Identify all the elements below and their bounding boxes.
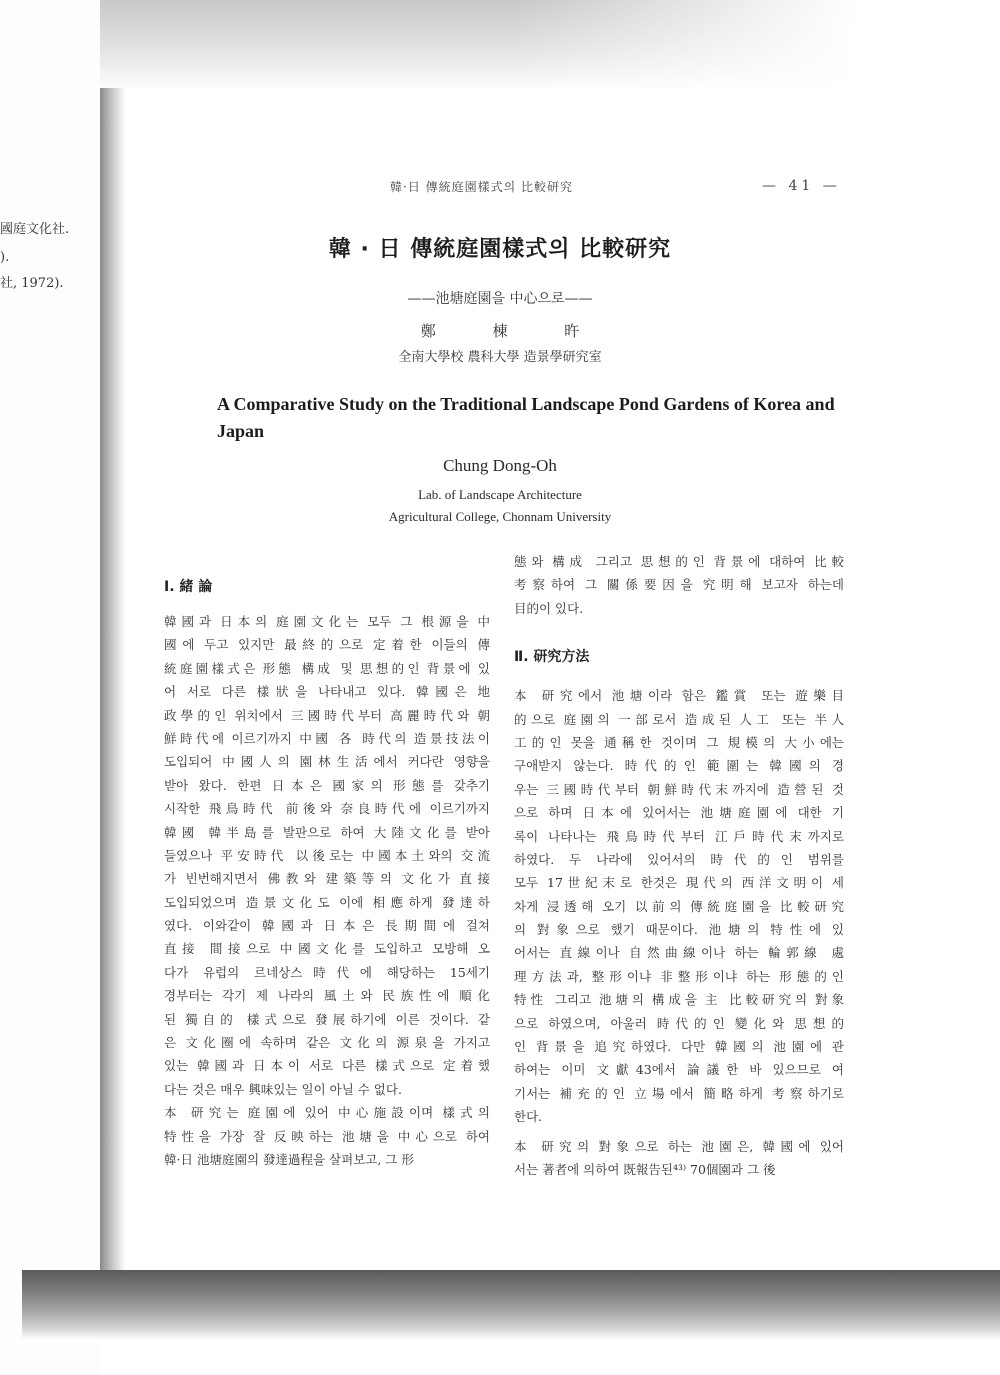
text-line: 目的이 있다. bbox=[514, 600, 584, 616]
text-line: 차게 浸透해 오기 以前의 傳統庭園을 比較研究 bbox=[514, 898, 844, 914]
text-line: 도입되어 中國人의 園林生活에서 커다란 영향을 bbox=[164, 754, 490, 770]
text-line: 였다. 이와같이 韓國과 日本은 長期間에 걸쳐 bbox=[164, 918, 490, 934]
text-line: 어 서로 다른 樣狀을 나타내고 있다. 韓國은 地 bbox=[164, 684, 490, 700]
paper-subtitle-korean: ——池塘庭園을 中心으로—— bbox=[407, 291, 593, 307]
left-column bbox=[164, 574, 490, 1171]
text-line: 國에 두고 있지만 最終的으로 定着한 이들의 傳 bbox=[164, 637, 490, 653]
author-english: Chung Dong-Oh bbox=[443, 456, 557, 475]
text-line: 은 文化圈에 속하며 같은 文化의 源泉을 가지고 bbox=[164, 1035, 490, 1051]
book-gutter-shadow bbox=[100, 88, 126, 1293]
text-line: 韓國 韓半島를 발판으로 하여 大陸文化를 받아 bbox=[164, 824, 490, 840]
affiliation-english bbox=[0, 484, 1000, 528]
text-line: 어서는 直線이나 自然曲線이나 하는 輪郭線 處 bbox=[514, 945, 844, 961]
text-line: 구애받지 않는다. 時代的인 範圍는 韓國의 경 bbox=[514, 758, 844, 774]
text-line: 直接 間接으로 中國文化를 도입하고 모방해 오 bbox=[164, 941, 490, 957]
text-line: 統庭園樣式은 形態 構成 및 思想的인 背景에 있 bbox=[164, 660, 490, 676]
text-line: 韓·日 池塘庭園의 發達過程을 살펴보고, 그 形 bbox=[164, 1151, 414, 1167]
text-line: 한다. bbox=[514, 1109, 543, 1125]
text-line: 된 獨自的 樣式으로 發展하기에 이른 것이다. 같 bbox=[164, 1011, 490, 1027]
scan-shadow-fade bbox=[520, 0, 1000, 92]
right-column bbox=[514, 550, 844, 1181]
text-line: 인 背景을 追究하였다. 다만 韓國의 池園에 관 bbox=[514, 1039, 844, 1055]
section-heading: Ⅱ. 研究方法 bbox=[514, 649, 590, 666]
text-line: 工的인 못을 通稱한 것이며 그 規模의 大小에는 bbox=[514, 734, 844, 750]
text-line: 서는 著者에 의하여 既報告된⁴³⁾ 70個園과 그 後 bbox=[514, 1161, 776, 1177]
text-line: 우는 三國時代부터 朝鮮時代末까지에 造營된 것 bbox=[514, 781, 844, 797]
section-body bbox=[164, 610, 490, 1171]
paper-title-korean: 韓 · 日 傳統庭園樣式의 比較研究 bbox=[328, 237, 672, 262]
text-line: 本 研究의 對象으로 하는 池園은, 韓國에 있어 bbox=[514, 1138, 844, 1154]
text-line: 다가 유럽의 르네상스時代에 해당하는 15세기 bbox=[164, 964, 490, 980]
facing-page-text: 國庭文化社. bbox=[0, 222, 70, 237]
text-line: 하였다. 두 나라에 있어서의 時代的인 범위를 bbox=[514, 851, 844, 867]
text-line: 받아 왔다. 한편 日本은 國家의 形態를 갖추기 bbox=[164, 777, 490, 793]
text-line: 의 對象으로 했기 때문이다. 池塘의 特性에 있 bbox=[514, 922, 844, 938]
text-line: 特性을 가장 잘 反映하는 池塘을 中心으로 하여 bbox=[164, 1128, 490, 1144]
text-line: 本 研究는 庭園에 있어 中心施設이며 樣式의 bbox=[164, 1105, 490, 1121]
text-line: 기서는 補充的인 立場에서 簡略하게 考察하기로 bbox=[514, 1085, 844, 1101]
affiliation-english-line: Agricultural College, Chonnam University bbox=[388, 509, 612, 524]
text-line: 政學的인 위치에서 三國時代부터 高麗時代와 朝 bbox=[164, 707, 490, 723]
facing-page-text: ). bbox=[0, 250, 10, 265]
text-line: 態와 構成 그리고 思想的인 背景에 대하여 比較 bbox=[514, 554, 844, 569]
text-line: 들였으나 平安時代 以後로는 中國本土와의 交流 bbox=[164, 847, 490, 863]
running-header-title: 韓·日 傳統庭園樣式의 比較研究 bbox=[390, 180, 574, 194]
text-line: 도입되었으며 造景文化도 이에 相應하게 發達하 bbox=[164, 894, 490, 910]
text-line: 特性 그리고 池塘의 構成을 主 比較研究의 對象 bbox=[514, 992, 844, 1008]
text-line: 시작한 飛鳥時代 前後와 奈良時代에 이르기까지 bbox=[164, 801, 490, 817]
text-line: 하여는 이미 文獻43에서 論議한 바 있으므로 여 bbox=[514, 1062, 844, 1078]
text-line: 록이 나타나는 飛鳥時代부터 江戶時代末까지로 bbox=[514, 828, 844, 844]
page-number: — 41 — bbox=[762, 178, 841, 194]
section-body bbox=[514, 684, 844, 1128]
affiliation-english-line: Lab. of Landscape Architecture bbox=[418, 487, 582, 502]
facing-page-text: 社, 1972). bbox=[0, 276, 64, 291]
text-line: 理方法과, 整形이냐 非整形이냐 하는 形態的인 bbox=[514, 968, 844, 984]
paper-title-english: A Comparative Study on the Traditional Landscape Pond Gardens of Korea and Japan bbox=[217, 394, 835, 441]
text-line: 으로 하며 日本에 있어서는 池塘庭園에 대한 기 bbox=[514, 805, 844, 821]
section-body bbox=[514, 550, 844, 620]
author-korean: 鄭 棟 旿 bbox=[420, 322, 606, 340]
text-line: 鮮時代에 이르기까지 中國 各 時代의 造景技法이 bbox=[164, 730, 490, 746]
text-line: 韓國과 日本의 庭園文化는 모두 그 根源을 中 bbox=[164, 614, 490, 629]
section-body bbox=[514, 1135, 844, 1182]
text-line: 으로 하였으며, 아울러 時代的인 變化와 思想的 bbox=[514, 1015, 844, 1031]
affiliation-korean: 全南大學校 農科大學 造景學研究室 bbox=[398, 350, 602, 365]
scan-shadow-bottom bbox=[22, 1270, 1000, 1340]
text-line: 本 研究에서 池塘이라 함은 鑑賞 또는 遊樂目 bbox=[514, 688, 844, 704]
text-line: 다는 것은 매우 興味있는 일이 아닐 수 없다. bbox=[164, 1081, 402, 1097]
text-line: 있는 韓國과 日本이 서로 다른 樣式으로 定着했 bbox=[164, 1058, 490, 1074]
text-line: 경부터는 각기 제 나라의 風土와 民族性에 順化 bbox=[164, 988, 490, 1004]
text-line: 모두 17世紀末로 한것은 現代의 西洋文明이 세 bbox=[514, 875, 844, 891]
facing-page-edge bbox=[0, 0, 100, 1375]
text-line: 考察하여 그 關係要因을 究明해 보고자 하는데 bbox=[514, 577, 844, 593]
text-line: 的으로 庭園의 一部로서 造成된 人工 또는 半人 bbox=[514, 711, 844, 727]
text-line: 가 빈번해지면서 佛教와 建築等의 文化가 直接 bbox=[164, 871, 490, 887]
section-heading: Ⅰ. 緒 論 bbox=[164, 579, 213, 595]
